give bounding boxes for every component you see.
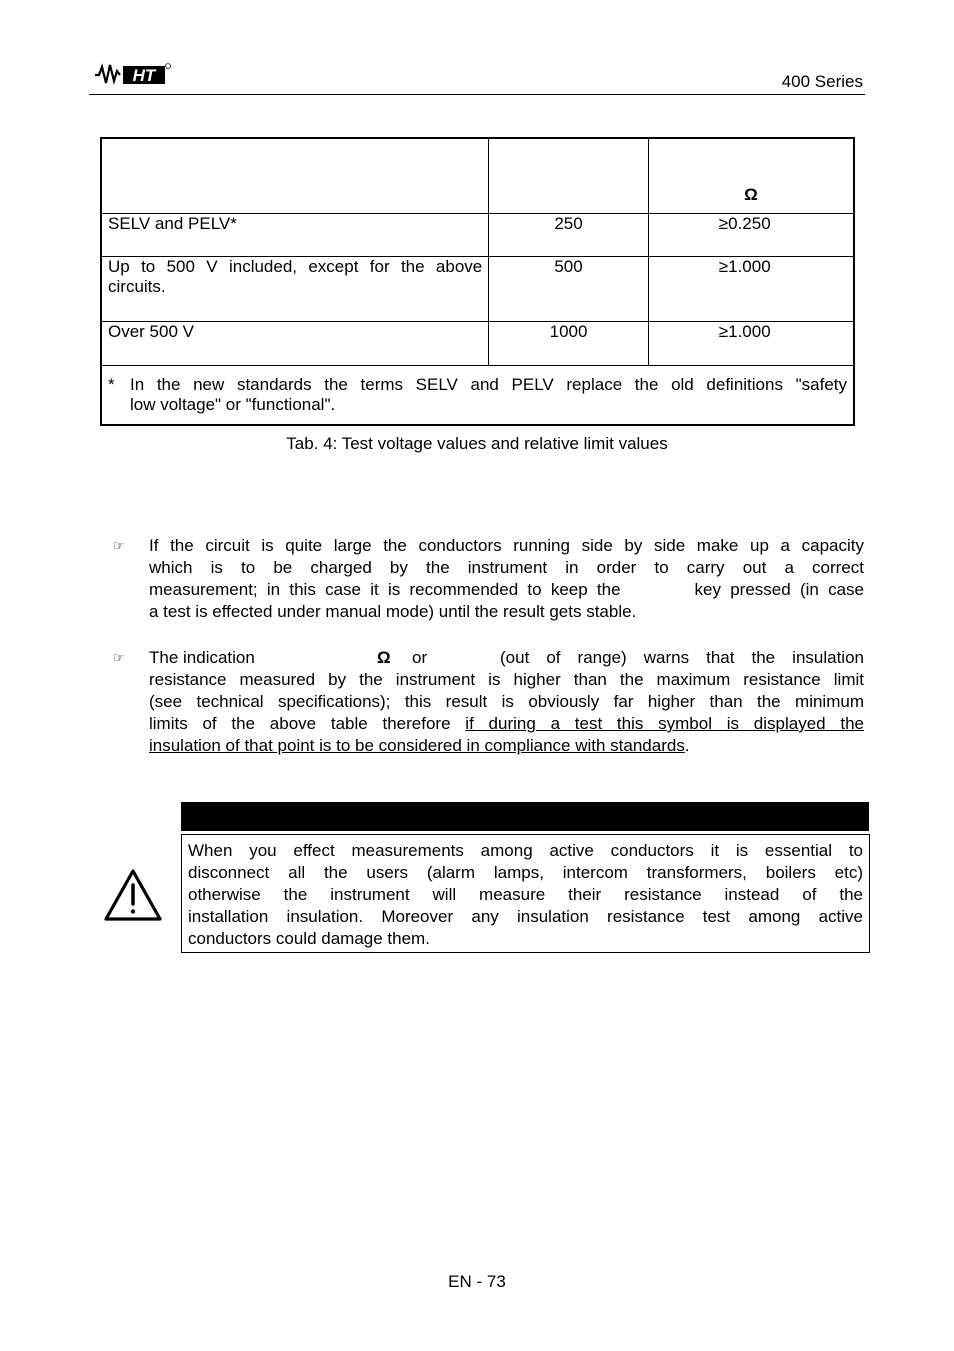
- bullet2-line: [149, 713, 864, 735]
- warning-line: otherwise the instrument will measure their resistance instead of the: [188, 885, 863, 904]
- header-cell-circuit: [101, 138, 489, 214]
- ht-logo: [93, 62, 171, 88]
- table-row: [101, 214, 854, 257]
- cell-circuit-line1: Up to 500 V included, except for the above: [108, 257, 483, 276]
- table-caption: Tab. 4: Test voltage values and relative limit values: [286, 434, 668, 453]
- bullet2-line4-plain: limits of the above table therefore: [149, 714, 466, 733]
- bullet-capacity: [113, 535, 864, 623]
- table-row: [101, 322, 854, 366]
- warning-line: conductors could damage them.: [188, 929, 430, 948]
- cell-limit: ≥1.000: [648, 322, 854, 366]
- cell-limit: ≥1.000: [648, 257, 854, 322]
- bullet2-or: or: [412, 648, 428, 667]
- cell-limit: ≥0.250: [648, 214, 854, 257]
- cell-voltage: 500: [489, 257, 649, 322]
- cell-circuit: [101, 257, 489, 322]
- bullet1-line: which is to be charged by the instrument in order to carry out a correct: [149, 558, 864, 577]
- page-number: EN - 73: [448, 1272, 506, 1291]
- bullet1-line: If the circuit is quite large the conductors running side by side make up a capacity: [149, 536, 864, 555]
- table-note: [101, 366, 854, 426]
- bullet2-line: [149, 735, 864, 757]
- header-cell-limit: Ω: [648, 138, 854, 214]
- cell-circuit-line2: circuits.: [108, 277, 166, 296]
- table-note-row: [101, 366, 854, 426]
- table-header-row: [101, 138, 854, 214]
- warning-line: When you effect measurements among active conductors it is essential to: [188, 841, 863, 860]
- cell-circuit: SELV and PELV*: [101, 214, 489, 257]
- warning-line: disconnect all the users (alarm lamps, intercom transformers, boilers etc): [188, 863, 863, 882]
- cell-circuit: Over 500 V: [101, 322, 489, 366]
- limits-table: [100, 137, 855, 426]
- ohm-symbol: Ω: [377, 648, 391, 667]
- warning-header-bar: [181, 802, 869, 831]
- header-cell-voltage: [489, 138, 649, 214]
- warning-line: installation insulation. Moreover any insulation resistance test among active: [188, 907, 863, 926]
- bullet2-line: (see technical specifications); this result is obviously far higher than the minimum: [149, 692, 864, 711]
- note-line2: low voltage" or "functional".: [130, 395, 336, 414]
- cell-voltage: 1000: [489, 322, 649, 366]
- note-asterisk: *: [108, 375, 115, 394]
- bullet2-out-of-range: (out of range) warns that the insulation: [500, 648, 864, 667]
- header-divider: [89, 94, 865, 95]
- bullet2-line5-end: .: [684, 736, 690, 755]
- series-label: 400 Series: [781, 72, 863, 91]
- bullet2-line4-underlined: if during a test this symbol is displayed the: [465, 714, 864, 733]
- bullet2-line5-underlined: insulation of that point is to be considered in compliance with standards: [149, 736, 685, 755]
- bullet2-line: resistance measured by the instrument is higher than the maximum resistance limit: [149, 670, 864, 689]
- pointing-hand-icon: ☞: [113, 538, 125, 553]
- warning-box: [181, 834, 870, 953]
- bullet2-indication: The indication: [149, 648, 255, 667]
- pointing-hand-icon: ☞: [113, 650, 125, 665]
- warning-triangle-icon: [103, 868, 163, 922]
- bullet1-line: measurement; in this case it is recommended to keep the key pressed (in case: [149, 580, 864, 599]
- cell-voltage: 250: [489, 214, 649, 257]
- table-row: [101, 257, 854, 322]
- svg-text:HT: HT: [132, 66, 156, 85]
- bullet-out-of-range: [113, 647, 864, 757]
- note-line1: In the new standards the terms SELV and PELV replace the old definitions "safety: [130, 375, 847, 394]
- bullet1-line: a test is effected under manual mode) until the result gets stable.: [149, 602, 637, 621]
